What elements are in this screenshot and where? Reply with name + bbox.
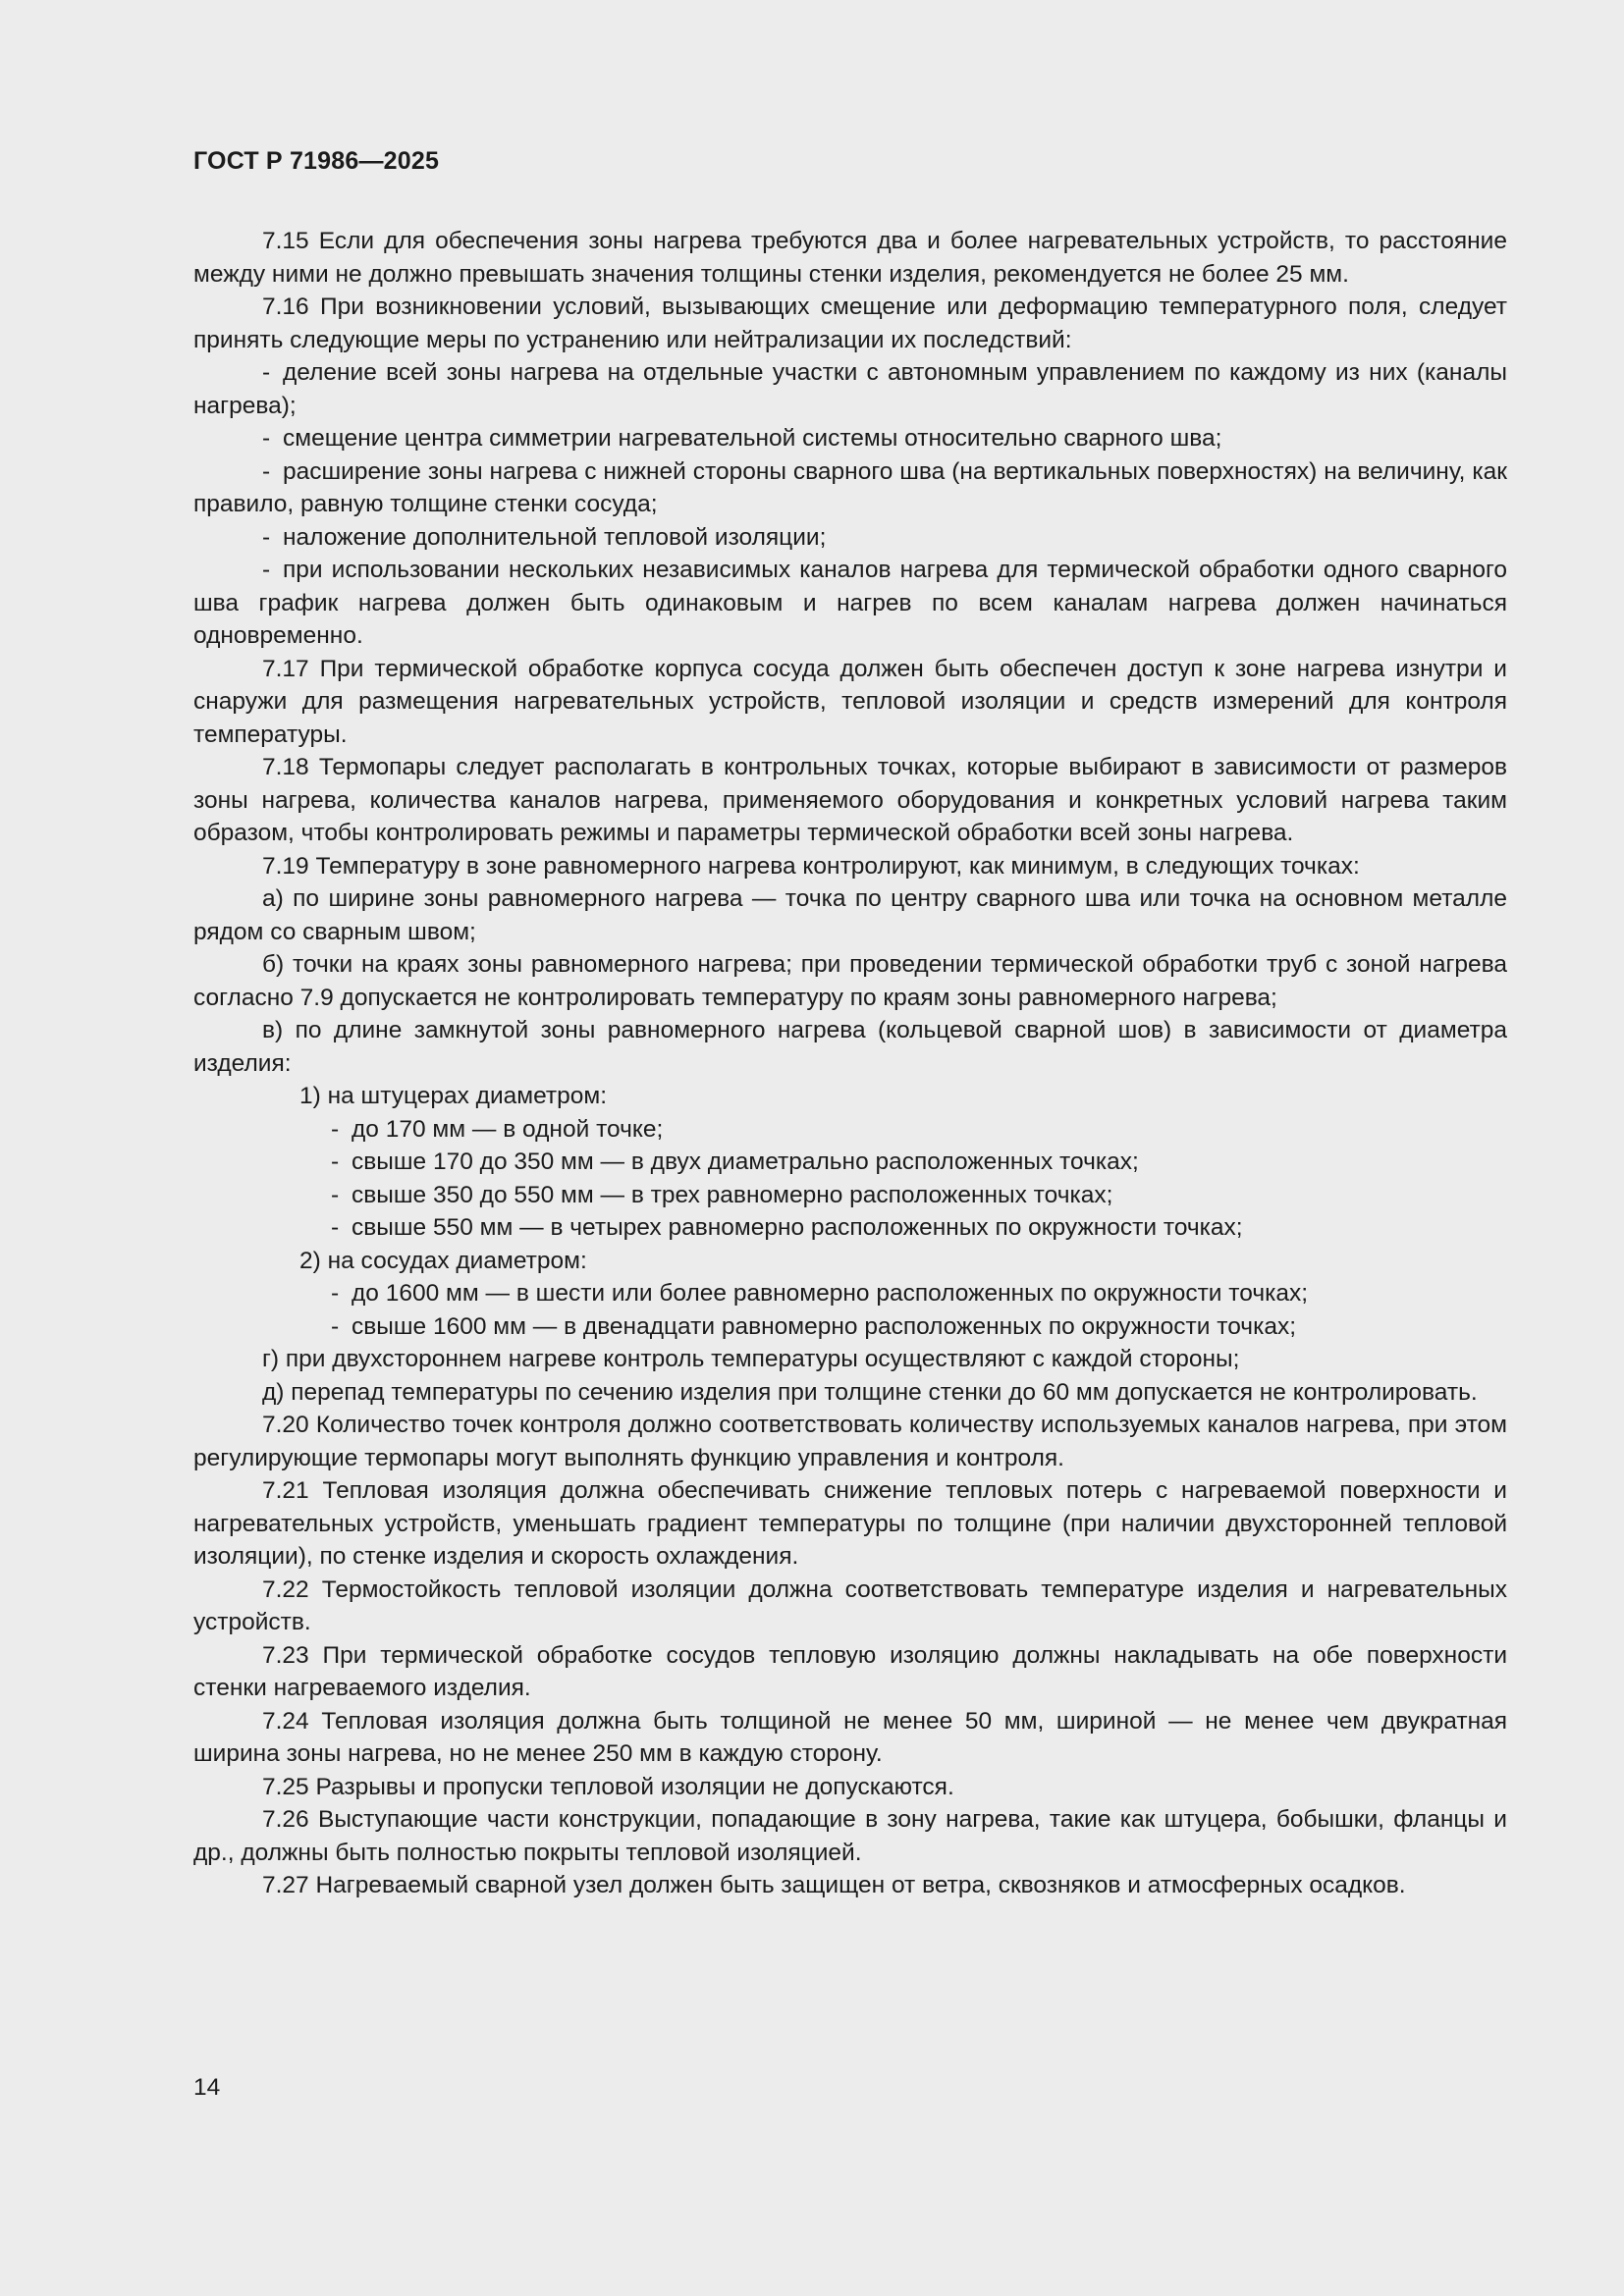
paragraph-7-24: 7.24 Тепловая изоляция должна быть толщиной не менее 50 мм, шириной — не менее чем двукратная ширина зоны нагрева, но не менее 250 мм в каждую сторону. (193, 1707, 1507, 1767)
dash-marker: - (331, 1115, 340, 1143)
paragraph-7-19-v: в) по длине замкнутой зоны равномерного нагрева (кольцевой сварной шов) в зависимости от диаметра изделия: (193, 1017, 1507, 1077)
paragraph-7-19-b: б) точки на краях зоны равномерного нагрева; при проведении термической обработки труб с зоной нагрева согласно 7.9 допускается не контролировать температуру по краям зоны равномерного нагрева; (193, 951, 1507, 1011)
dash-marker: - (331, 1181, 340, 1208)
paragraph-7-19-a: а) по ширине зоны равномерного нагрева — точка по центру сварного шва или точка на основном металле рядом со сварным швом; (193, 885, 1507, 945)
paragraph-7-19-g: г) при двухстороннем нагреве контроль температуры осуществляют с каждой стороны; (262, 1346, 1240, 1372)
sublist-heading: 1) на штуцерах диаметром: (299, 1083, 608, 1109)
list-item-text: смещение центра симметрии нагревательной системы относительно сварного шва; (283, 425, 1222, 452)
page-number: 14 (193, 2074, 221, 2101)
sublist-item (193, 1211, 1507, 1245)
paragraph-7-25: 7.25 Разрывы и пропуски тепловой изоляции не допускаются. (262, 1773, 954, 1800)
paragraph-7-15: 7.15 Если для обеспечения зоны нагрева требуются два и более нагревательных устройств, то расстояние между ними не должно превышать значения толщины стенки изделия, рекомендуется не более 25 мм. (193, 228, 1507, 288)
list-item-text: расширение зоны нагрева с нижней стороны сварного шва (на вертикальных поверхностях) на величину, как правило, равную толщине стенки сосуда; (193, 457, 1507, 517)
dash-marker: - (262, 523, 271, 551)
paragraph-7-26: 7.26 Выступающие части конструкции, попадающие в зону нагрева, такие как штуцера, бобышки, фланцы и др., должны быть полностью покрыты тепловой изоляцией. (193, 1806, 1507, 1866)
paragraph-7-27: 7.27 Нагреваемый сварной узел должен быть защищен от ветра, сквозняков и атмосферных осадков. (262, 1872, 1406, 1898)
list-item (193, 521, 1507, 555)
dash-marker: - (331, 1214, 340, 1241)
paragraph-7-18: 7.18 Термопары следует располагать в контрольных точках, которые выбирают в зависимости от размеров зоны нагрева, количества каналов нагрева, применяемого оборудования и конкретных условий нагрева таким образом, чтобы контролировать режимы и параметры термической обработки всей зоны нагрева. (193, 754, 1507, 846)
sublist-item (193, 1310, 1507, 1344)
sublist-item-text: свыше 350 до 550 мм — в трех равномерно расположенных точках; (352, 1181, 1113, 1208)
sublist-item-text: до 170 мм — в одной точке; (352, 1115, 664, 1143)
paragraph-7-22: 7.22 Термостойкость тепловой изоляции должна соответствовать температуре изделия и нагревательных устройств. (193, 1575, 1507, 1635)
sublist-item (193, 1146, 1507, 1179)
list-item (193, 422, 1507, 455)
dash-marker: - (262, 425, 271, 452)
sublist-item-text: свыше 550 мм — в четырех равномерно расположенных по окружности точках; (352, 1214, 1243, 1241)
dash-marker: - (331, 1312, 340, 1340)
paragraph-7-20: 7.20 Количество точек контроля должно соответствовать количеству используемых каналов нагрева, при этом регулирующие термопары могут выполнять функцию управления и контроля. (193, 1412, 1507, 1471)
paragraph-7-23: 7.23 При термической обработке сосудов тепловую изоляцию должны накладывать на обе поверхности стенки нагреваемого изделия. (193, 1641, 1507, 1701)
dash-marker: - (331, 1148, 340, 1175)
paragraph-7-19: 7.19 Температуру в зоне равномерного нагрева контролируют, как минимум, в следующих точках: (262, 852, 1360, 880)
document-body (193, 225, 1507, 1902)
document-header-title: ГОСТ Р 71986—2025 (193, 147, 440, 175)
dash-marker: - (262, 557, 271, 583)
list-item (193, 356, 1507, 422)
list-item-text: деление всей зоны нагрева на отдельные участки с автономным управлением по каждому из них (каналы нагрева); (193, 359, 1507, 419)
paragraph-7-21: 7.21 Тепловая изоляция должна обеспечивать снижение тепловых потерь с нагреваемой поверхности и нагревательных устройств, уменьшать градиент температуры по толщине (при наличии двухсторонней тепловой изоляции), по стенке изделия и скорость охлаждения. (193, 1477, 1507, 1570)
dash-marker: - (262, 359, 271, 386)
paragraph-7-17: 7.17 При термической обработке корпуса сосуда должен быть обеспечен доступ к зоне нагрева изнутри и снаружи для размещения нагревательных устройств, тепловой изоляции и средств измерений для контроля температуры. (193, 655, 1507, 748)
sublist-item-text: до 1600 мм — в шести или более равномерно расположенных по окружности точках; (352, 1280, 1309, 1307)
sublist-item (193, 1277, 1507, 1310)
dash-marker: - (331, 1280, 340, 1307)
list-item-text: при использовании нескольких независимых каналов нагрева для термической обработки одного сварного шва график нагрева должен быть одинаковым и нагрев по всем каналам нагрева должен начинаться одновременно. (193, 557, 1507, 649)
sublist-item (193, 1179, 1507, 1212)
sublist-heading: 2) на сосудах диаметром: (299, 1247, 587, 1274)
list-item (193, 554, 1507, 653)
paragraph-7-16: 7.16 При возникновении условий, вызывающих смещение или деформацию температурного поля, следует принять следующие меры по устранению или нейтрализации их последствий: (193, 294, 1507, 353)
sublist-item-text: свыше 1600 мм — в двенадцати равномерно расположенных по окружности точках; (352, 1312, 1297, 1340)
sublist-item-text: свыше 170 до 350 мм — в двух диаметрально расположенных точках; (352, 1148, 1139, 1175)
sublist-item (193, 1113, 1507, 1147)
list-item (193, 455, 1507, 521)
paragraph-7-19-d: д) перепад температуры по сечению изделия при толщине стенки до 60 мм допускается не контролировать. (262, 1378, 1478, 1406)
list-item-text: наложение дополнительной тепловой изоляции; (283, 523, 827, 551)
dash-marker: - (262, 457, 271, 485)
